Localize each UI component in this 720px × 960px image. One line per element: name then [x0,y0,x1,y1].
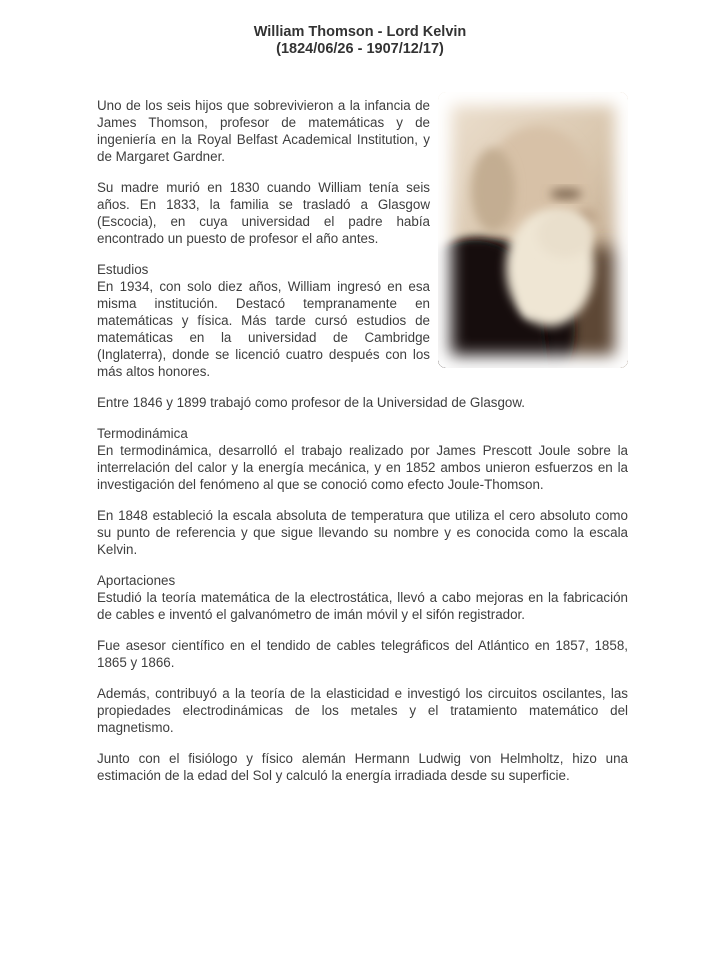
section-heading-aportaciones: Aportaciones [97,573,176,588]
section-aportaciones [97,572,628,623]
text-column [97,97,430,394]
paragraph-elasticity: Además, contribuyó a la teoría de la elasticidad e investigó los circuitos oscilantes, las propiedades electrodinámicas de los metales y el tratamiento matemático del magnetismo. [97,686,628,735]
section-heading-estudios: Estudios [97,262,149,277]
top-section [97,97,628,394]
paragraph-glasgow-professor: Entre 1846 y 1899 trabajó como profesor de la Universidad de Glasgow. [97,395,526,410]
paragraph-helmholtz: Junto con el fisiólogo y físico alemán Hermann Ludwig von Helmholtz, hizo una estimación de la edad del Sol y calculó la energía irradiada desde su superficie. [97,751,628,783]
section-termodinamica [97,425,628,493]
paragraph-telegraph-cables: Fue asesor científico en el tendido de cables telegráficos del Atlántico en 1857, 1858, 1865 y 1866. [97,638,628,670]
kelvin-portrait-illustration [438,92,628,368]
paragraph-estudios: En 1934, con solo diez años, William ingresó en esa misma institución. Destacó tempranamente en matemáticas y física. Más tarde cursó estudios de matemáticas en la universidad de Cambridge (Inglaterra), donde se licenció cuatro después con los más altos honores. [97,279,430,379]
document-title [0,24,720,57]
section-estudios [97,261,430,380]
document-body [97,97,628,798]
paragraph-termodinamica: En termodinámica, desarrolló el trabajo realizado por James Prescott Joule sobre la interrelación del calor y la energía mecánica, y en 1852 ambos unieron esfuerzos en la investigación del fenómeno al que se conoció como efecto Joule-Thomson. [97,443,628,492]
paragraph-family: Uno de los seis hijos que sobrevivieron a la infancia de James Thomson, profesor de matemáticas y de ingeniería en la Royal Belfast Academical Institution, y de Margaret Gardner. [97,98,430,164]
title-dates: (1824/06/26 - 1907/12/17) [276,40,444,57]
section-heading-termodinamica: Termodinámica [97,426,188,441]
paragraph-aportaciones: Estudió la teoría matemática de la electrostática, llevó a cabo mejoras en la fabricación de cables e inventó el galvanómetro de imán móvil y el sifón registrador. [97,590,628,622]
paragraph-mother: Su madre murió en 1830 cuando William tenía seis años. En 1833, la familia se trasladó a Glasgow (Escocia), en cuya universidad el padre había encontrado un puesto de profesor el año antes. [97,180,430,246]
title-name: William Thomson - Lord Kelvin [253,24,467,40]
paragraph-kelvin-scale: En 1848 estableció la escala absoluta de temperatura que utiliza el cero absoluto como su punto de referencia y que sigue llevando su nombre y es conocida como la escala Kelvin. [97,508,628,557]
kelvin-portrait-photo [438,92,628,368]
